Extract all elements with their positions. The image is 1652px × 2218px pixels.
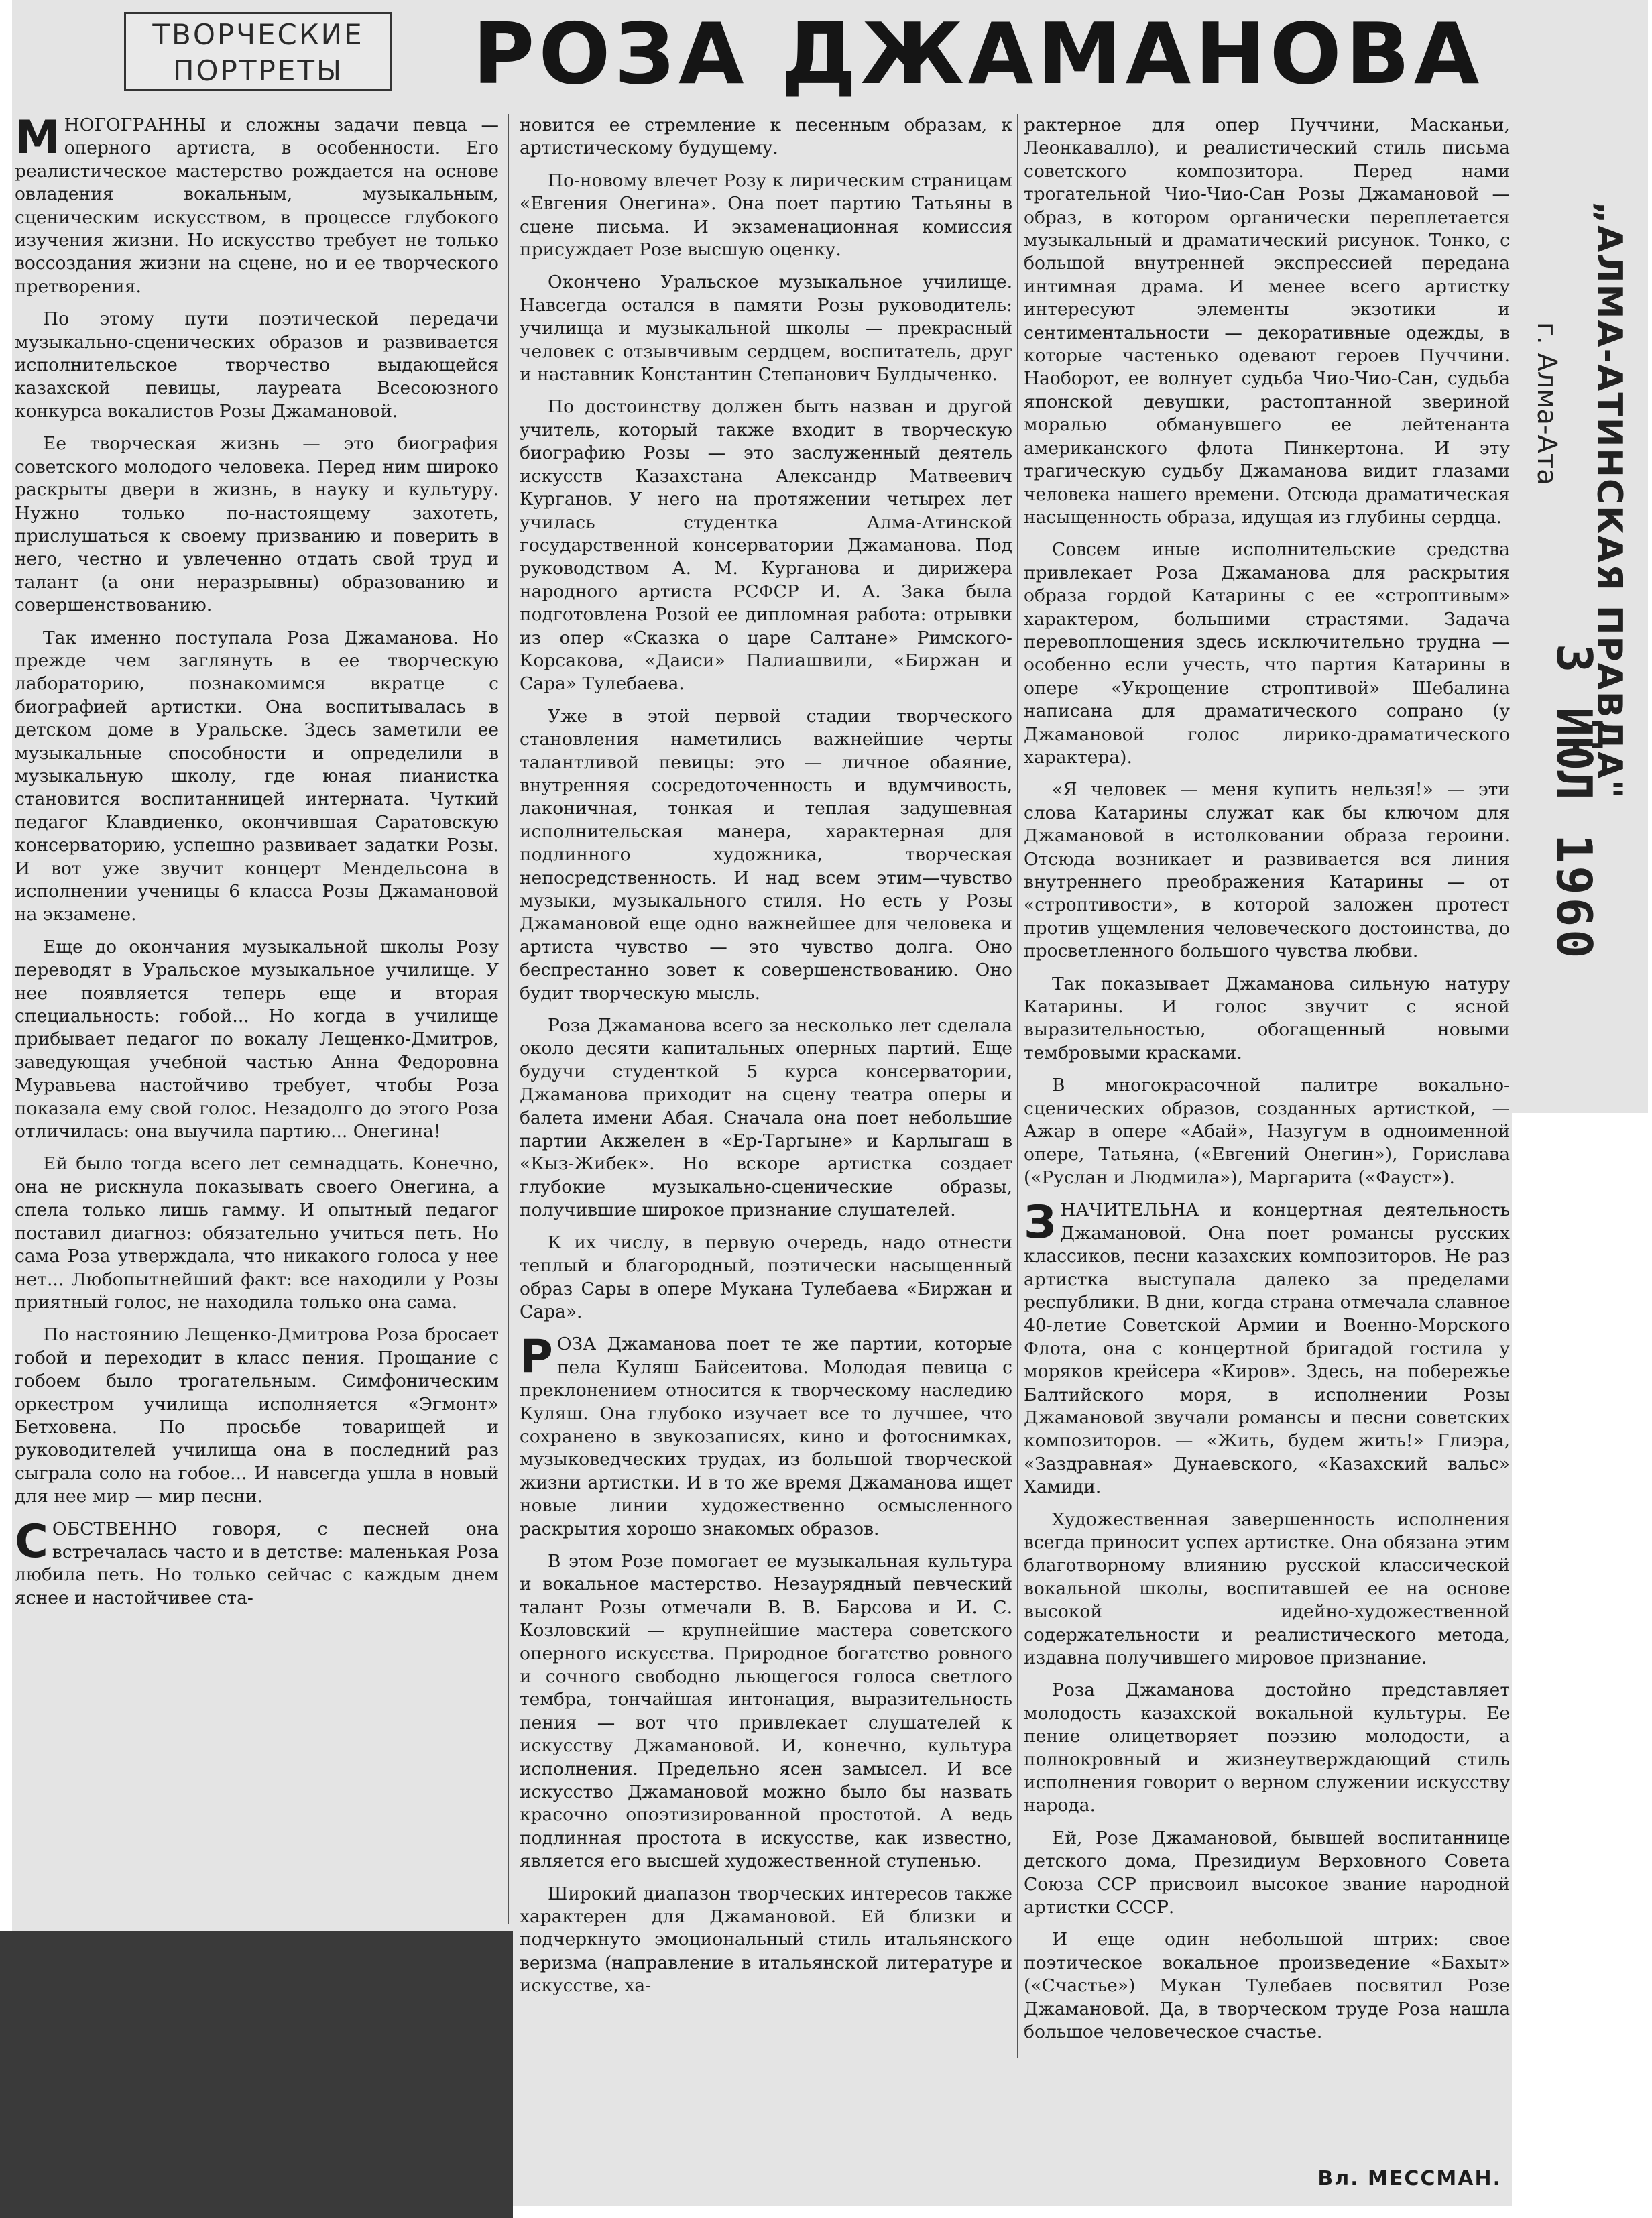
stamp-date: 3 ИЮЛ 1960 xyxy=(1546,644,1602,961)
paragraph: Совсем иные исполнительские средства привлекает Роза Джаманова для раскрытия образа гордой Катарины с ее «строптивым» характером, большими страстями. Задача перевоплощения здесь исключительно трудна — особенно если учесть, что партия Катарины в опере «Укрощение строптивой» Шебалина написана для драматического сопрано (у Джамановой голос лирико-драматического характера). xyxy=(1024,539,1510,768)
paragraph: Уже в этой первой стадии творческого становления наметились важнейшие черты талантливой певицы: это — личное обаяние, внутренняя сосредоточенность и вдумчивость, лаконичная, тонкая и теплая задушевная исполнительская манера, характерная для подлинного художника, творческая непосредственность. И над всем этим—чувство музыки, музыкального стиля. Но есть у Розы Джамановой еще одно важнейшее для человека и артиста чувство — это чувство долга. Оно беспрестанно зовет к совершенствованию. Оно будит творческую мысль. xyxy=(520,705,1012,1004)
paragraph: Роза Джаманова достойно представляет молодость казахской вокальной культуры. Ее пение олицетворяет поэзию молодости, а полнокровный и жизнеутверждающий стиль исполнения говорит о верном служении искусству народа. xyxy=(1024,1680,1510,1816)
rubric-line-1: ТВОРЧЕСКИЕ xyxy=(152,18,364,51)
article-column-1 xyxy=(15,114,499,2065)
paragraph: рактерное для опер Пуччини, Масканьи, Леонкавалло), и реалистический стиль письма советского композитора. Перед нами трогательной Чио-Чио-Сан Розы Джамановой — образ, в котором органически переплетается музыкальный и драматический рисунок. Тонко, с большой внутренней экспрессией передана интимная драма. И менее всего артистку интересуют элементы экзотики и сентиментальности — декоративные одежды, в которые частенько одевают героев Пуччини. Наоборот, ее волнует судьба Чио-Чио-Сан, судьба японской девушки, растоптанной звериной моралью обманувшего ее лейтенанта американского флота Пинкертона. И эту трагическую судьбу Джаманова видит глазами человека нашего времени. Отсюда драматическая насыщенность образа, идущая из глубины сердца. xyxy=(1024,115,1510,528)
paragraph: новится ее стремление к песенным образам, к артистическому будущему. xyxy=(520,115,1012,159)
paragraph: Ей, Розе Джамановой, бывшей воспитаннице детского дома, Президиум Верховного Совета Союза ССР присвоил высокое звание народной артистки СССР. xyxy=(1024,1827,1510,1918)
paragraph: Ей было тогда всего лет семнадцать. Конечно, она не рискнула показывать своего Онегина, а спела только лишь гамму. И опытный педагог поставил диагноз: обязательно учиться петь. Но сама Роза утверждала, что никакого голоса у нее нет... Любопытнейший факт: все находили у Розы приятный голос, не находила только она сама. xyxy=(15,1153,499,1313)
article-column-3 xyxy=(1024,114,1510,2152)
background-white-area xyxy=(1512,1113,1652,2218)
paragraph: РОЗА Джаманова поет те же партии, которые пела Куляш Байсеитова. Молодая певица с преклонением относится к творческому наследию Куляш. Она глубоко изучает все то лучшее, что сохранено в звукозаписях, кино и фотоснимках, музыковедческих трудах, из большой творческой жизни артистки. И в то же время Джаманова ищет новые линии художественно осмысленного раскрытия хорошо знакомых образов. xyxy=(520,1330,1012,1539)
paragraph: ЗНАЧИТЕЛЬНА и концертная деятельность Джамановой. Она поет романсы русских классиков, песни казахских композиторов. Не раз артистка выступала далеко за пределами республики. В дни, когда страна отмечала славное 40-летие Советской Армии и Военно-Морского Флота, она с концертной бригадой гостила у моряков крейсера «Киров». Здесь, на побережье Балтийского моря, в исполнении Розы Джамановой звучали романсы и песни советских композиторов. — «Жить, будем жить!» Глиэра, «Заздравная» Дунаевского, «Казахский вальс» Хамиди. xyxy=(1024,1196,1510,1498)
paragraph: Так показывает Джаманова сильную натуру Катарины. И голос звучит с ясной выразительностью, обогащенный новыми тембровыми красками. xyxy=(1024,973,1510,1063)
paragraph: Роза Джаманова всего за несколько лет сделала около десяти капитальных оперных партий. Еще будучи студенткой 5 курса консерватории, Джаманова приходит на сцену театра оперы и балета имени Абая. Сначала она поет небольшие партии Акжелен в «Ер-Таргыне» и Карлыгаш в «Кыз-Жибек». Но вскоре артистка создает глубокие музыкально-сценические образы, получившие широкое признание слушателей. xyxy=(520,1015,1012,1221)
paragraph: И еще один небольшой штрих: свое поэтическое вокальное произведение «Бахыт» («Счастье») Мукан Тулебаев посвятил Розе Джамановой. Да, в творческом труде Роза нашла большое человеческое счастье. xyxy=(1024,1929,1510,2043)
paragraph: По достоинству должен быть назван и другой учитель, который также входит в творческую биографию Розы — это заслуженный деятель искусств Казахстана Александр Матвеевич Курганов. У него на протяжении четырех лет училась студентка Алма-Атинской государственной консерватории Джаманова. Под руководством А. М. Курганова и дирижера народного артиста РСФСР И. А. Зака была подготовлена Розой ее дипломная работа: отрывки из опер «Сказка о царе Салтане» Римского-Корсакова, «Даиси» Палиашвили, «Биржан и Сара» Тулебаева. xyxy=(520,396,1012,695)
paragraph: «Я человек — меня купить нельзя!» — эти слова Катарины служат как бы ключом для Джамановой в истолковании образа героини. Отсюда возникает и развивается вся линия внутреннего преображения Катарины — от «строптивости», в которой заложен протест против ущемления человеческого достоинства, до просветленного большого чувства любви. xyxy=(1024,779,1510,962)
paragraph: СОБСТВЕННО говоря, с песней она встречалась часто и в детстве: маленькая Роза любила петь. Но только сейчас с каждым днем яснее и настойчивее ста- xyxy=(15,1515,499,1609)
paragraph: По этому пути поэтической передачи музыкально-сценических образов и развивается исполнительское творчество выдающейся казахской певицы, лауреата Всесоюзного конкурса вокалистов Розы Джамановой. xyxy=(15,308,499,422)
paragraph: В этом Розе помогает ее музыкальная культура и вокальное мастерство. Незаурядный певческий талант Розы отмечали В. В. Барсова и И. С. Козловский — крупнейшие мастера советского оперного искусства. Природное богатство ровного и сочного свободно льющегося голоса светлого тембра, тончайшая интонация, выразительность пения — вот что привлекает слушателей к искусству Джамановой. И, конечно, культура исполнения. Предельно ясен замысел. И все искусство Джамановой можно было бы назвать красочно опоэтизированной простотой. А ведь подлинная простота в искусстве, как известно, является его высшей художественной ступенью. xyxy=(520,1550,1012,1872)
paragraph: МНОГОГРАННЫ и сложны задачи певца — оперного артиста, в особенности. Его реалистическое мастерство рождается на основе овладения вокальным, музыкальным, сценическим искусством, в процессе глубокого изучения жизни. Но искусство требует не только воссоздания жизни на сцене, но и ее творческого претворения. xyxy=(15,114,499,297)
author-signature: Вл. МЕССМАН. xyxy=(1317,2167,1502,2191)
article-column-2 xyxy=(520,114,1012,2206)
headline: РОЗА ДЖАМАНОВА xyxy=(473,5,1484,103)
stamp-newspaper-name: „АЛМА-АТИНСКАЯ ПРАВДА" xyxy=(1589,201,1629,800)
paragraph: Окончено Уральское музыкальное училище. Навсегда остался в памяти Розы руководитель: училища и музыкальной школы — прекрасный человек с отзывчивым сердцем, воспитатель, друг и наставник Константин Степанович Булдыченко. xyxy=(520,272,1012,386)
paragraph: К их числу, в первую очередь, надо отнести теплый и благородный, поэтически насыщенный образ Сары в опере Мукана Тулебаева «Биржан и Сара». xyxy=(520,1232,1012,1322)
stamp-city: г. Алма-Ата xyxy=(1531,322,1562,485)
paragraph: Художественная завершенность исполнения всегда приносит успех артистке. Она обязана этим благотворному влиянию русской классической вокальной школы, воспитавшей ее на основе высокой идейно-художественной содержательности и реалистического метода, издавна получившего мировое признание. xyxy=(1024,1509,1510,1668)
paragraph: Так именно поступала Роза Джаманова. Но прежде чем заглянуть в ее творческую лабораторию, познакомимся вкратце с биографией артистки. Она воспитывалась в детском доме в Уральске. Здесь заметили ее музыкальные способности и определили в музыкальную школу, где юная пианистка становится воспитанницей интерната. Чуткий педагог Клавдиенко, окончившая Саратовскую консерваторию, успешно развивает задатки Розы. И вот уже звучит концерт Мендельсона в исполнении ученицы 6 класса Розы Джамановой на экзамене. xyxy=(15,627,499,925)
paragraph: По настоянию Лещенко-Дмитрова Роза бросает гобой и переходит в класс пения. Прощание с гобоем было трогательным. Симфоническим оркестром училища исполняется «Эгмонт» Бетховена. По просьбе товарищей и руководителей училища она в последний раз сыграла соло на гобое... И навсегда ушла в новый для нее мир — мир песни. xyxy=(15,1324,499,1507)
paragraph: Еще до окончания музыкальной школы Розу переводят в Уральское музыкальное училище. У нее появляется теперь еще и вторая специальность: гобой... Но когда в училище прибывает педагог по вокалу Лещенко-Дмитров, заведующая учебной частью Анна Федоровна Муравьева настойчиво требует, чтобы Роза показала ему свой голос. Незадолго до этого Роза отличилась: она выучила партию... Онегина! xyxy=(15,936,499,1143)
rubric-box xyxy=(124,12,392,91)
paragraph: Широкий диапазон творческих интересов также характерен для Джамановой. Ей близки и подчеркнуто эмоциональный стиль итальянского веризма (направление в итальянской литературе и искусстве, ха- xyxy=(520,1883,1012,1997)
paragraph: По-новому влечет Розу к лирическим страницам «Евгения Онегина». Она поет партию Татьяны в сцене письма. И экзаменационная комиссия присуждает Розе высшую оценку. xyxy=(520,170,1012,261)
column-rule-1 xyxy=(508,114,509,1924)
rubric-line-2: ПОРТРЕТЫ xyxy=(172,54,344,87)
paragraph: Ее творческая жизнь — это биография советского молодого человека. Перед ним широко раскрыты двери в жизнь, в науку и культуру. Нужно только по-настоящему захотеть, прислушаться к своему призванию и поверить в него, честно и увлеченно отдать свой труд и талант (а они неразрывны) образованию и совершенствованию. xyxy=(15,433,499,616)
paragraph: В многокрасочной палитре вокально-сценических образов, созданных артисткой, — Ажар в опере «Абай», Назугум в одноименной опере, Татьяна, («Евгений Онегин»), Горислава («Руслан и Людмила»), Маргарита («Фауст»). xyxy=(1024,1075,1510,1188)
column-rule-2 xyxy=(1017,114,1018,2058)
